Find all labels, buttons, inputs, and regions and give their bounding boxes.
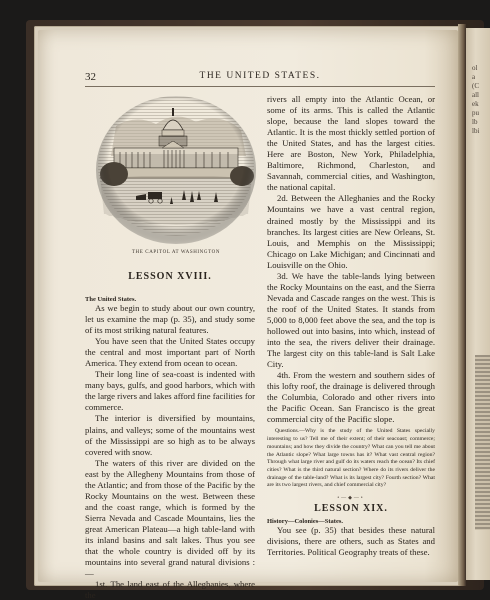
paragraph: 4th. From the western and southern sides of this lofty roof, the drainage is delivered through the Columbia, Colorado and other rivers into the Pacific Ocean. San Francisco is the great commercial city of the Pacific slope. [267,370,435,425]
paragraph: 2d. Between the Alleghanies and the Rocky Mountains we have a vast central region, drained mostly by the Mississippi and its branches. Its largest cities are New Orleans, St. Louis, and Memphis on the Mississippi; Chicago on Lake Michigan; and Cincinnati and Louisville on the Ohio. [267,193,435,270]
section-divider: •—◆—• [337,496,365,502]
lesson-title: LESSON XVIII. [128,271,212,282]
paragraph: rivers all empty into the Atlantic Ocean, or some of its arms. This is called the Atlantic slope, because the land slopes toward the Atlantic. It is the most thickly settled portion of the United States, and has the largest cities. Here are Boston, New York, Philadelphia, Baltimore, Richmond, Charleston, and Savannah, commercial cities, and Washington, the national capital. [267,94,435,193]
facing-page-engraving [475,355,490,530]
illustration-caption: THE CAPITOL AT WASHINGTON [131,250,221,255]
page-number: 32 [85,71,96,83]
paragraph: 1st. The land east of the Alleghanies, where the [85,579,255,600]
running-head: THE UNITED STATES. [199,71,321,81]
book-gutter [458,24,466,586]
paragraph: The interior is diversified by mountains, plains, and valleys; some of the mountains west of the Mississippi are so high as to be always covered with snow. [85,413,255,457]
paragraph: 3d. We have the table-lands lying between the Rocky Mountains on the east, and the Sierra Nevada and Cascade ranges on the west. This is the roof of the United States. It stands from 5,000 to 8,000 feet above the sea, and the top is hollowed out into basins, into which, instead of into the sea, the rivers deliver their drainage. The largest city on this table-land is Salt Lake City. [267,270,435,370]
capitol-engraving [96,96,256,244]
lesson-subhead: History—Colonies—States. [267,518,344,526]
header-rule [85,86,435,87]
right-column [267,94,435,558]
left-column [85,271,255,600]
lesson-title: LESSON XIX. [314,503,388,515]
paragraph: You see (p. 35) that besides these natural divisions, there are others, such as States and Territories. Political Geography treats of these. [267,525,435,558]
page-header [85,71,435,85]
lesson-subhead: The United States. [85,296,137,303]
paragraph: The waters of this river are divided on the east by the Allegheny Mountains from those of the Atlantic; and from those of the Pacific by the Rocky Mountains on the west. Between these and the coast range, which is formed by the Sierra Nevada and Cascade Mountains, lies the great American Plateau—a high table-land with its inland basins and salt lakes. Thus you see that the whole country is divided off by its mountains into several grand natural divisions :— [85,457,255,579]
review-questions: Questions.—Why is the study of the United States specially interesting to us? Tell me of their extent; of their seacoast; commerce; mountains; and how they divide the country? What can you tell me about the Atlantic slope? What large towns has it? What vast central region? Through what large river and gulf do its waters reach the ocean? Its chief cities? What is the third natural section? Where do its rivers deliver the drainage of the table-land? What is its largest city? Fourth section? What are its two largest rivers, and chief commercial city? [267,428,435,489]
paragraph: As we begin to study about our own country, let us examine the map (p. 35), and study some of its most striking natural features. [85,303,255,336]
facing-page-text: ol a (C all ek pu lb lbi [472,64,480,135]
paragraph: You have seen that the United States occupy the central and most important part of North America. They extend from ocean to ocean. [85,336,255,369]
paragraph: Their long line of sea-coast is indented with many bays, gulfs, and good harbors, which with the large rivers and lakes afford fine facilities for commerce. [85,369,255,413]
